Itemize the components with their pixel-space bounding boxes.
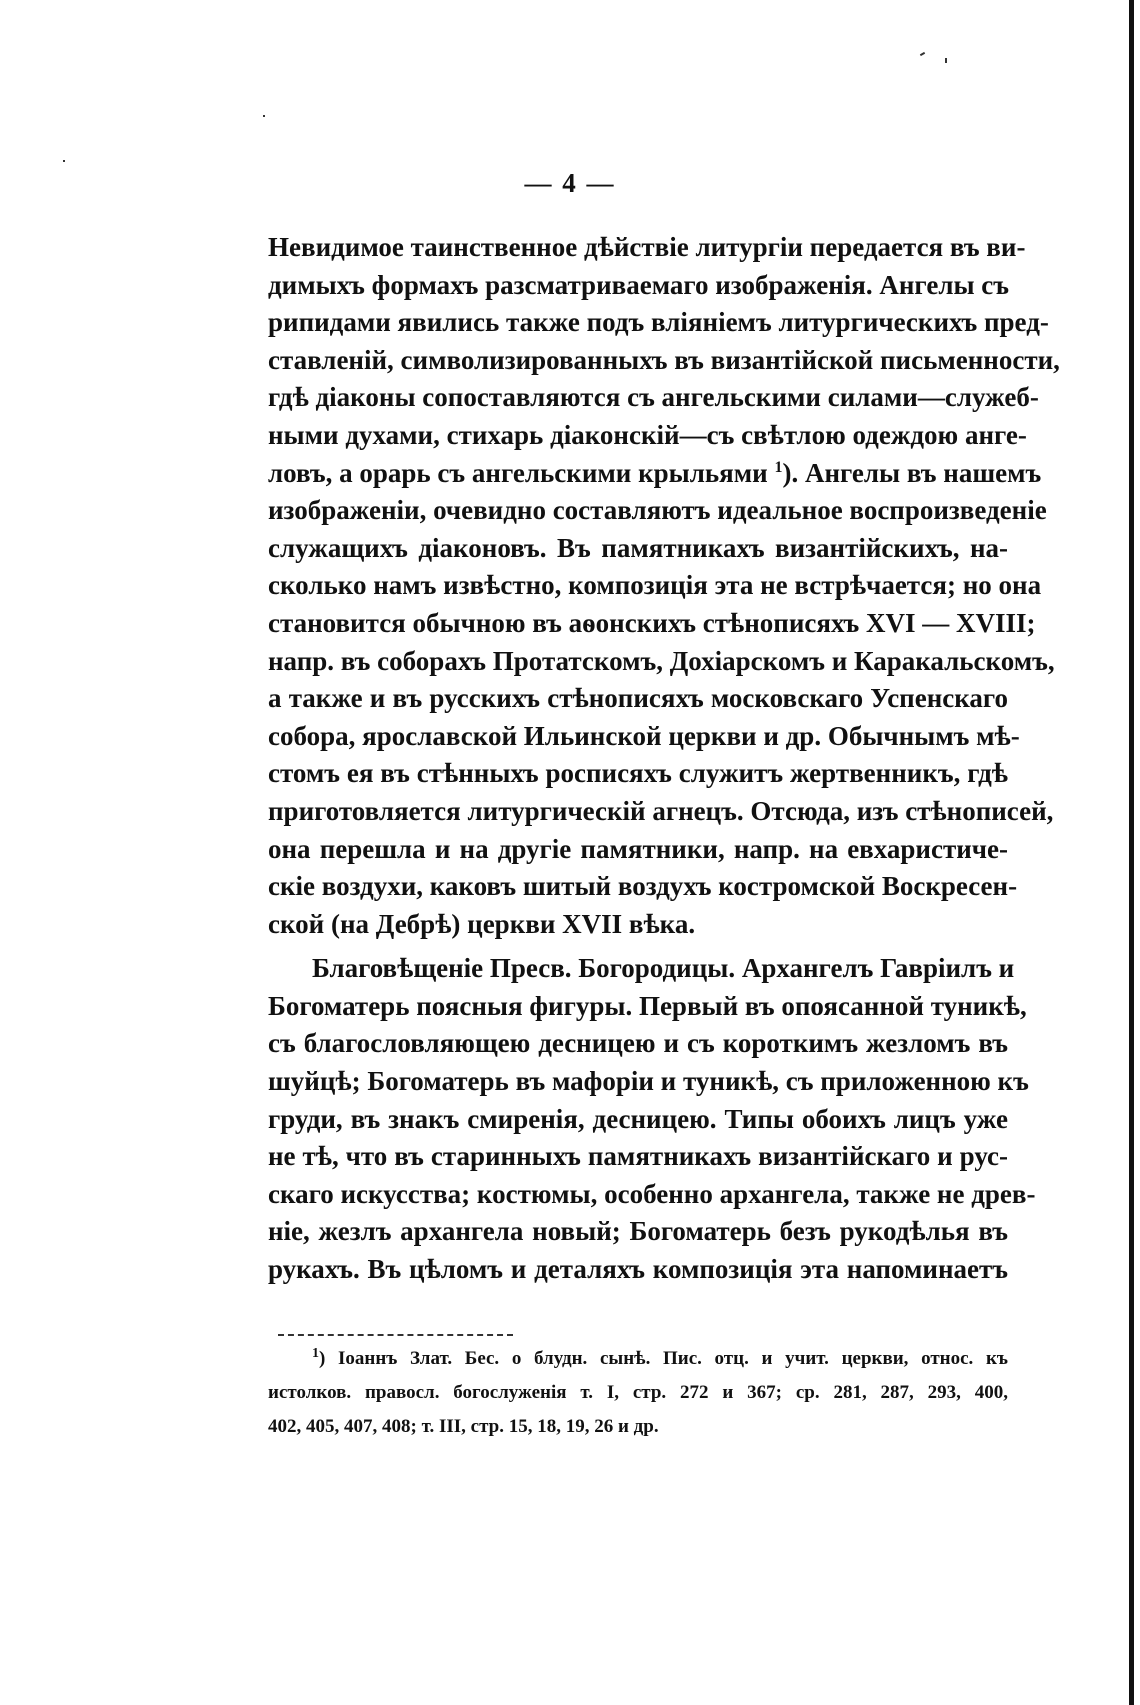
text-line-with-footnote [268,455,1042,493]
text-line: скаго искусства; костюмы, особенно архангела, также не древ- [268,1178,1036,1209]
footnote-line: 402, 405, 407, 408; т. III, стр. 15, 18, 19, 26 и др. [268,1416,659,1437]
footnote-line: истолков. правосл. богослуженія т. I, стр. 272 и 367; ср. 281, 287, 293, 400, [268,1382,1008,1403]
text-fragment: ловъ, а орарь съ ангельскими крыльями [268,457,768,488]
page-number: — 4 — [524,168,616,198]
text-line: становится обычною въ аѳонскихъ стѣнописяхъ XVI — XVIII; [268,607,1036,638]
scan-speck [920,52,925,56]
text-line: сколько намъ извѣстно, композиція эта не встрѣчается; но она [268,570,1042,601]
text-line: рипидами явились также подъ вліяніемъ литургическихъ пред- [268,307,1049,338]
text-line: собора, ярославской Ильинской церкви и др. Обычнымъ мѣ- [268,720,1020,751]
text-line: ніе, жезлъ архангела новый; Богоматерь безъ рукодѣлья въ [268,1216,1008,1247]
text-line: а также и въ русскихъ стѣнописяхъ московскаго Успенскаго [268,683,1008,714]
main-text [268,229,1060,1289]
text-line: ставленій, символизированныхъ въ византійской письменности, [268,344,1060,375]
footnote-reference: 1 [774,458,783,476]
text-line: груди, въ знакъ смиренія, десницею. Типы обоихъ лицъ уже [268,1103,1008,1134]
text-line: Богоматерь поясныя фигуры. Первый въ опоясанной туникѣ, [268,990,1027,1021]
text-line: шуйцѣ; Богоматерь въ мафоріи и туникѣ, съ приложенною къ [268,1066,1029,1097]
footnote-marker: 1 [312,1346,319,1361]
text-line: съ благословляющею десницею и съ короткимъ жезломъ въ [268,1028,1008,1059]
text-line: гдѣ діаконы сопоставляются съ ангельскими силами—служеб- [268,382,1039,413]
scan-speck [263,115,265,117]
footnote [268,1342,1008,1444]
text-line: Благовѣщеніе Пресв. Богородицы. Архангелъ Гавріилъ и [312,953,1015,984]
text-line: приготовляется литургическій агнецъ. Отсюда, изъ стѣнописей, [268,795,1054,826]
scan-edge-border [1129,0,1134,1705]
text-line: димыхъ формахъ разсматриваемаго изображенія. Ангелы съ [268,269,1010,300]
paragraph-gap [268,943,1008,950]
text-line: стомъ ея въ стѣнныхъ росписяхъ служитъ жертвенникъ, гдѣ [268,758,1008,789]
text-line: напр. въ соборахъ Протатскомъ, Дохіарскомъ и Каракальскомъ, [268,645,1055,676]
text-line: она перешла и на другіе памятники, напр. на евхаристиче- [268,833,1008,864]
footnote-text: ) Іоаннъ Злат. Бес. о блудн. сынѣ. Пис. отц. и учит. церкви, относ. къ [319,1348,1008,1369]
scan-speck [63,160,65,162]
text-line: ской (на Дебрѣ) церкви XVII вѣка. [268,908,696,939]
text-line: рукахъ. Въ цѣломъ и деталяхъ композиція эта напоминаетъ [268,1254,1008,1285]
footnote-separator [278,1334,513,1336]
footnote-line [268,1342,1008,1376]
text-fragment: ). Ангелы въ нашемъ [782,457,1042,488]
scan-speck [945,58,947,63]
text-line: скіе воздухи, каковъ шитый воздухъ костромской Воскресен- [268,871,1018,902]
text-line: ными духами, стихарь діаконскій—съ свѣтлою одеждою анге- [268,419,1027,450]
text-line: изображеніи, очевидно составляютъ идеальное воспроизведеніе [268,495,1047,526]
text-line: служащихъ діаконовъ. Въ памятникахъ византійскихъ, на- [268,532,1008,563]
text-line: Невидимое таинственное дѣйствіе литургіи передается въ ви- [268,232,1026,262]
text-line: не тѣ, что въ старинныхъ памятникахъ византійскаго и рус- [268,1141,1008,1172]
